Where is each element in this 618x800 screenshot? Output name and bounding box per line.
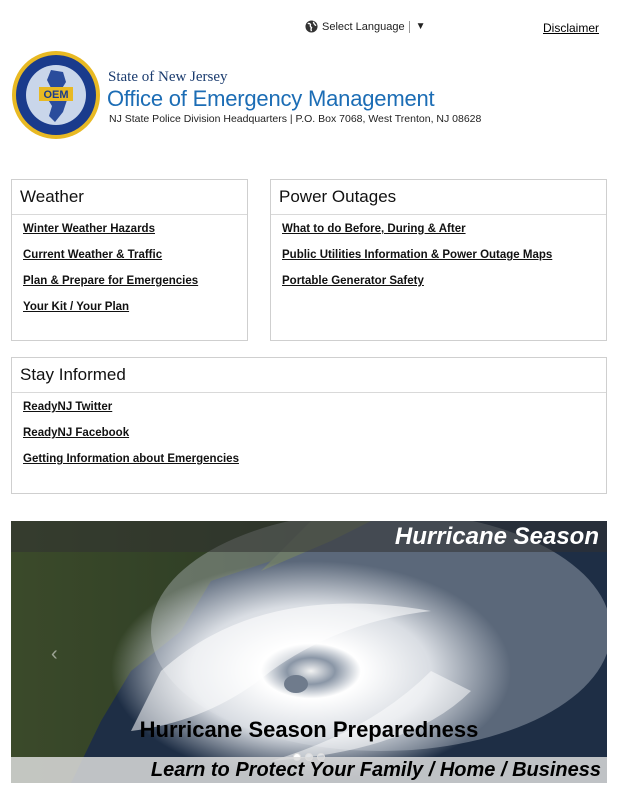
panel-title: Power Outages [271,180,606,215]
link-before-during-after[interactable]: What to do Before, During & After [282,223,466,235]
list-item [23,249,236,275]
disclaimer-link[interactable]: Disclaimer [543,21,600,35]
banner-title: Hurricane Season [11,521,607,552]
hurricane-banner-slideshow[interactable] [11,521,607,783]
list-item [282,275,595,301]
globe-icon [305,20,318,33]
list-item [23,275,236,301]
oem-seal-logo [11,50,101,140]
link-your-kit[interactable]: Your Kit / Your Plan [23,301,130,313]
banner-caption[interactable]: Hurricane Season Preparedness [139,717,479,742]
link-plan-prepare[interactable]: Plan & Prepare for Emergencies [23,275,199,287]
list-item [282,223,595,249]
language-label: Select Language [322,20,405,33]
link-current-weather-traffic[interactable]: Current Weather & Traffic [23,249,163,261]
header-address: NJ State Police Division Headquarters | P.O. Box 7068, West Trenton, NJ 08628 [109,113,482,125]
language-divider [409,21,410,33]
list-item [23,427,595,453]
link-readynj-twitter[interactable]: ReadyNJ Twitter [23,401,113,413]
link-generator-safety[interactable]: Portable Generator Safety [282,275,424,287]
list-item [23,401,595,427]
link-readynj-facebook[interactable]: ReadyNJ Facebook [23,427,130,439]
list-item [23,301,236,327]
list-item [23,223,236,249]
chevron-left-icon[interactable]: ‹ [51,643,58,665]
svg-text:OEM: OEM [43,89,69,101]
header-state: State of New Jersey [108,69,228,85]
link-getting-information[interactable]: Getting Information about Emergencies [23,453,239,465]
weather-panel [11,179,248,341]
link-winter-weather-hazards[interactable]: Winter Weather Hazards [23,223,155,235]
banner-subtitle: Learn to Protect Your Family / Home / Business [11,757,607,783]
list-item [282,249,595,275]
hurricane-satellite-image [11,521,607,783]
header-office-title: Office of Emergency Management [107,86,435,111]
power-outages-panel [270,179,607,341]
panel-title: Weather [12,180,247,215]
stay-informed-panel [11,357,607,494]
list-item [23,453,595,479]
link-utilities-outage-maps[interactable]: Public Utilities Information & Power Outage Maps [282,249,553,261]
chevron-down-icon: ▼ [415,21,426,32]
panel-title: Stay Informed [12,358,606,393]
language-selector[interactable] [305,20,425,33]
